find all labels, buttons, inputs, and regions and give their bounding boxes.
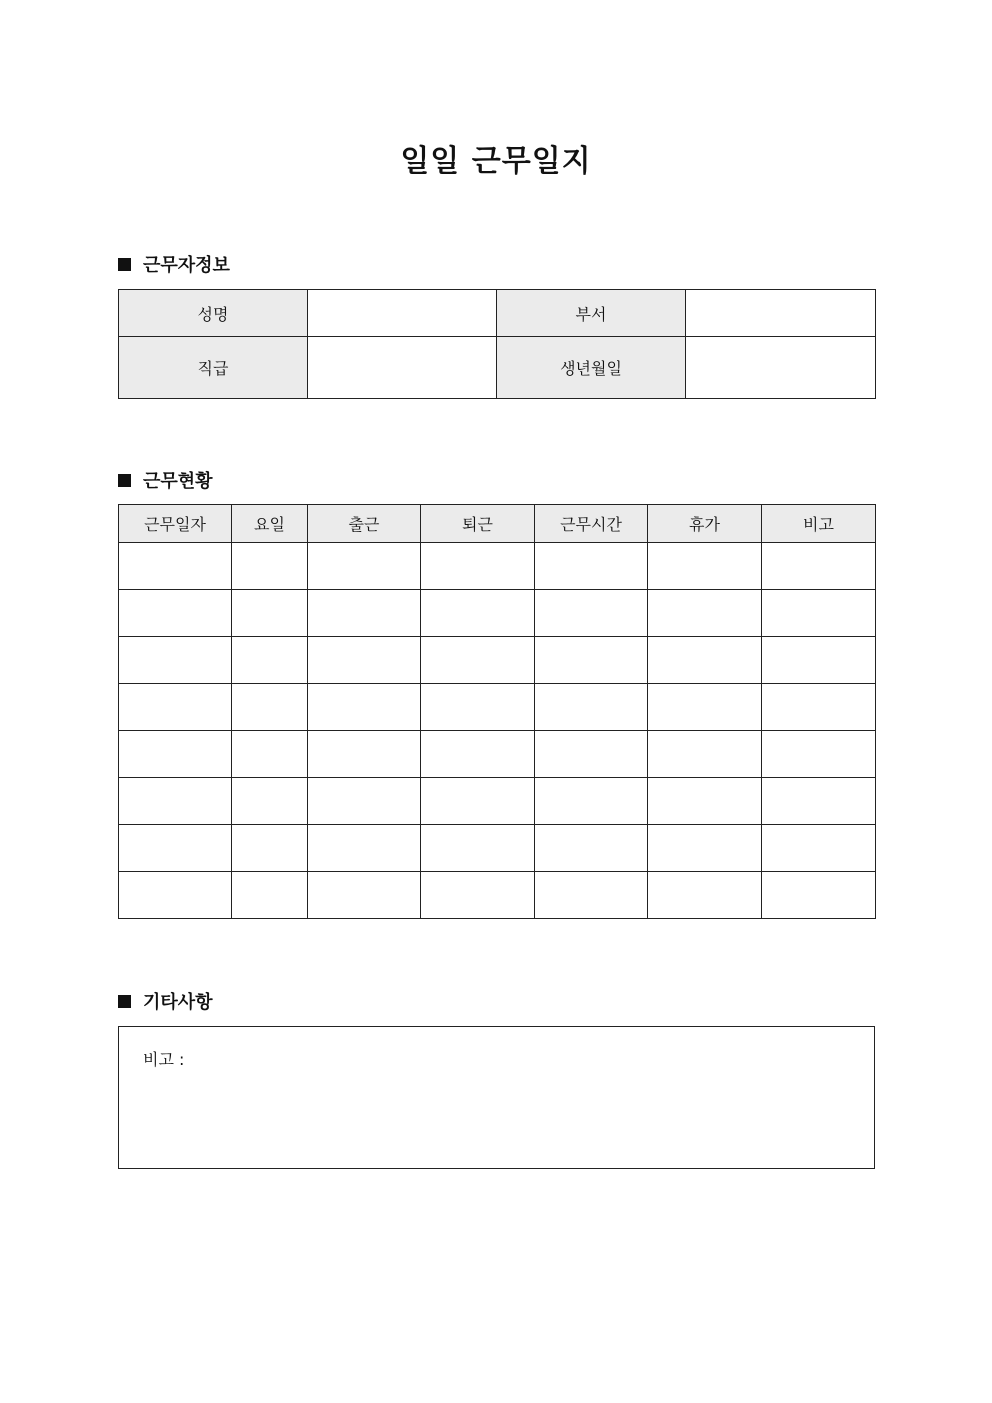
table-row — [119, 684, 876, 731]
table-cell[interactable] — [421, 684, 535, 731]
worker-info-heading — [118, 252, 230, 276]
table-cell[interactable] — [308, 543, 421, 590]
table-cell[interactable] — [648, 778, 762, 825]
col-header-clock-in: 출근 — [308, 505, 421, 543]
table-cell[interactable] — [762, 684, 876, 731]
worker-info-heading-text: 근무자정보 — [143, 255, 230, 276]
table-cell[interactable] — [421, 825, 535, 872]
worker-info-table — [118, 289, 876, 399]
other-heading — [118, 989, 213, 1013]
col-header-notes: 비고 — [762, 505, 876, 543]
table-cell[interactable] — [232, 731, 308, 778]
table-cell[interactable] — [762, 825, 876, 872]
birth-field[interactable] — [686, 337, 876, 399]
table-cell[interactable] — [762, 778, 876, 825]
table-cell[interactable] — [535, 590, 648, 637]
table-cell[interactable] — [308, 637, 421, 684]
table-cell[interactable] — [648, 543, 762, 590]
col-header-leave: 휴가 — [648, 505, 762, 543]
remarks-label: 비고 : — [143, 1050, 185, 1069]
table-cell[interactable] — [119, 543, 232, 590]
table-cell[interactable] — [119, 872, 232, 919]
table-cell[interactable] — [232, 778, 308, 825]
rank-field[interactable] — [308, 337, 497, 399]
table-cell[interactable] — [119, 637, 232, 684]
table-cell[interactable] — [421, 590, 535, 637]
table-cell[interactable] — [421, 872, 535, 919]
col-header-day: 요일 — [232, 505, 308, 543]
table-row — [119, 825, 876, 872]
table-cell[interactable] — [308, 590, 421, 637]
table-cell[interactable] — [535, 872, 648, 919]
table-cell[interactable] — [232, 684, 308, 731]
table-cell[interactable] — [535, 543, 648, 590]
work-status-heading — [118, 468, 213, 492]
table-cell[interactable] — [308, 684, 421, 731]
table-cell[interactable] — [119, 778, 232, 825]
col-header-clock-out: 퇴근 — [421, 505, 535, 543]
table-cell[interactable] — [762, 872, 876, 919]
work-status-heading-text: 근무현황 — [143, 471, 213, 492]
table-cell[interactable] — [648, 590, 762, 637]
other-heading-text: 기타사항 — [143, 992, 213, 1013]
table-cell[interactable] — [762, 731, 876, 778]
table-row — [119, 778, 876, 825]
table-cell[interactable] — [535, 637, 648, 684]
table-row — [119, 543, 876, 590]
table-cell[interactable] — [535, 778, 648, 825]
table-cell[interactable] — [648, 825, 762, 872]
table-cell[interactable] — [232, 825, 308, 872]
table-cell[interactable] — [232, 872, 308, 919]
table-cell[interactable] — [762, 543, 876, 590]
table-cell[interactable] — [308, 778, 421, 825]
rank-label: 직급 — [119, 337, 308, 399]
table-cell[interactable] — [308, 825, 421, 872]
table-cell[interactable] — [648, 731, 762, 778]
table-cell[interactable] — [119, 731, 232, 778]
square-bullet-icon — [118, 474, 131, 487]
table-cell[interactable] — [119, 590, 232, 637]
table-cell[interactable] — [421, 543, 535, 590]
table-cell[interactable] — [535, 825, 648, 872]
table-row — [119, 637, 876, 684]
table-cell[interactable] — [308, 731, 421, 778]
table-cell[interactable] — [762, 590, 876, 637]
name-field[interactable] — [308, 290, 497, 337]
table-row — [119, 590, 876, 637]
table-cell[interactable] — [119, 825, 232, 872]
table-cell[interactable] — [648, 684, 762, 731]
table-cell[interactable] — [762, 637, 876, 684]
table-cell[interactable] — [232, 590, 308, 637]
square-bullet-icon — [118, 995, 131, 1008]
table-cell[interactable] — [421, 778, 535, 825]
table-cell[interactable] — [535, 684, 648, 731]
table-cell[interactable] — [535, 731, 648, 778]
col-header-hours: 근무시간 — [535, 505, 648, 543]
dept-label: 부서 — [497, 290, 686, 337]
remarks-box[interactable] — [118, 1026, 875, 1169]
work-status-table — [118, 504, 876, 919]
dept-field[interactable] — [686, 290, 876, 337]
table-cell[interactable] — [232, 637, 308, 684]
table-cell[interactable] — [648, 872, 762, 919]
table-cell[interactable] — [648, 637, 762, 684]
table-row — [119, 731, 876, 778]
birth-label: 생년월일 — [497, 337, 686, 399]
table-cell[interactable] — [308, 872, 421, 919]
table-row — [119, 872, 876, 919]
name-label: 성명 — [119, 290, 308, 337]
table-cell[interactable] — [421, 637, 535, 684]
col-header-date: 근무일자 — [119, 505, 232, 543]
table-cell[interactable] — [421, 731, 535, 778]
page-title: 일일 근무일지 — [400, 144, 592, 179]
table-cell[interactable] — [119, 684, 232, 731]
square-bullet-icon — [118, 258, 131, 271]
table-cell[interactable] — [232, 543, 308, 590]
